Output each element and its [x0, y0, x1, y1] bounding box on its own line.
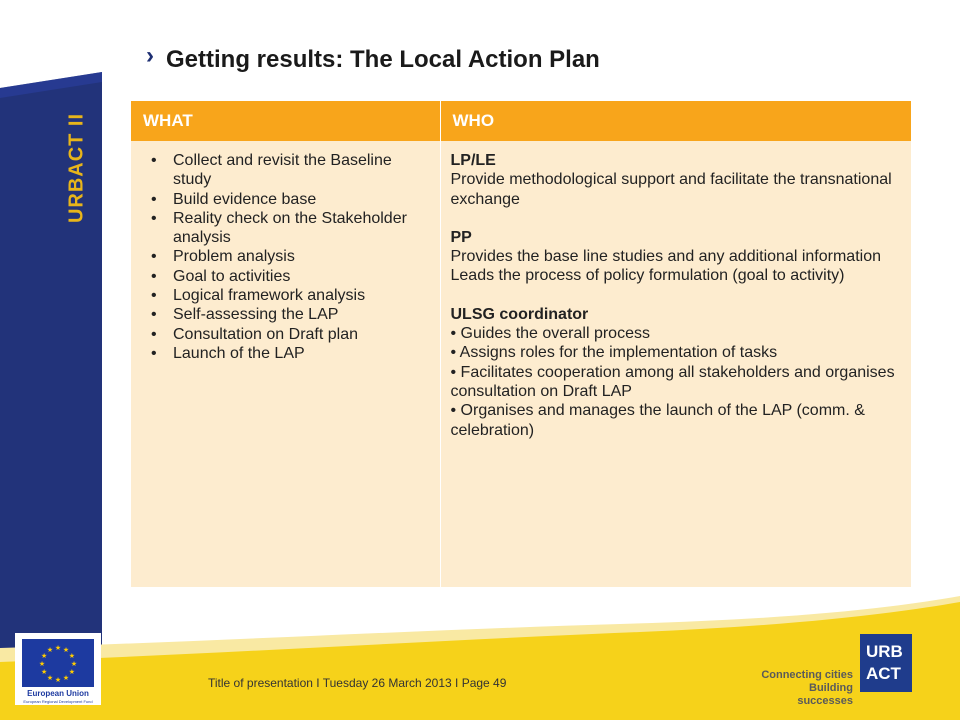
eu-star-icon: ★ [68, 669, 75, 676]
urbact-logo [860, 634, 912, 692]
header-who: WHO [440, 101, 911, 141]
eu-star-icon: ★ [54, 677, 62, 684]
eu-star-icon: ★ [41, 653, 48, 660]
action-plan-table [131, 101, 911, 587]
eu-star-icon: ★ [54, 645, 62, 652]
who-line: Leads the process of policy formulation (goal to activity) [450, 267, 845, 285]
brand-vertical-label: URBACT II [65, 112, 88, 224]
who-cell [440, 141, 911, 587]
eu-flag-icon [22, 639, 94, 687]
who-line: Provide methodological support and facilitate the transnational exchange [450, 171, 892, 208]
who-block-ulsg [451, 305, 902, 440]
eu-logo [15, 633, 101, 705]
header-what: WHAT [131, 101, 440, 141]
who-line: • Organises and manages the launch of the LAP (comm. & celebration) [450, 402, 865, 439]
who-line: Provides the base line studies and any additional information [450, 248, 881, 266]
slide-title-row [146, 40, 600, 80]
list-item: • Self-assessing the LAP [141, 305, 430, 324]
list-item: • Problem analysis [141, 247, 430, 266]
eu-star-icon: ★ [62, 647, 70, 655]
chevron-right-icon: › [146, 42, 154, 69]
urbact-tagline [758, 669, 853, 708]
eu-star-icon: ★ [46, 674, 54, 682]
who-heading: LP/LE [450, 152, 496, 169]
list-item: • Collect and revisit the Baseline study [141, 151, 430, 190]
list-item: • Logical framework analysis [141, 286, 430, 305]
list-item: • Build evidence base [141, 190, 430, 209]
eu-logo-sublabel: European Regional Development Fund [23, 699, 93, 704]
tagline-line: Connecting cities [761, 669, 853, 681]
what-cell [131, 141, 440, 587]
list-item: • Reality check on the Stakeholder analysis [141, 209, 430, 248]
table-header-row [131, 101, 911, 141]
list-item: • Launch of the LAP [141, 344, 430, 363]
eu-star-icon: ★ [38, 661, 46, 668]
eu-star-icon: ★ [62, 674, 70, 682]
urbact-logo-line2: ACT [866, 664, 901, 683]
who-line: • Facilitates cooperation among all stakeholders and organises consultation on Draft LAP [450, 363, 895, 400]
who-block-lple [451, 151, 902, 209]
slide-title: Getting results: The Local Action Plan [166, 46, 600, 73]
urbact-logo-line1: URB [866, 642, 903, 661]
eu-star-icon: ★ [41, 669, 48, 676]
who-heading: PP [450, 228, 472, 246]
eu-logo-label: European Union [27, 689, 89, 698]
eu-star-icon: ★ [46, 647, 54, 655]
who-line: • Assigns roles for the implementation of tasks [450, 344, 778, 362]
list-item: • Goal to activities [141, 267, 430, 286]
table-row [131, 141, 911, 587]
eu-star-icon: ★ [68, 653, 75, 660]
who-block-pp [451, 228, 902, 286]
slide-footer: Title of presentation I Tuesday 26 March 2013 I Page 49 [208, 676, 507, 690]
what-list [141, 151, 430, 363]
tagline-line: Building successes [797, 682, 853, 707]
eu-star-icon: ★ [70, 661, 78, 668]
list-item: • Consultation on Draft plan [141, 325, 430, 344]
who-line: • Guides the overall process [450, 325, 650, 343]
who-heading: ULSG coordinator [450, 305, 589, 323]
